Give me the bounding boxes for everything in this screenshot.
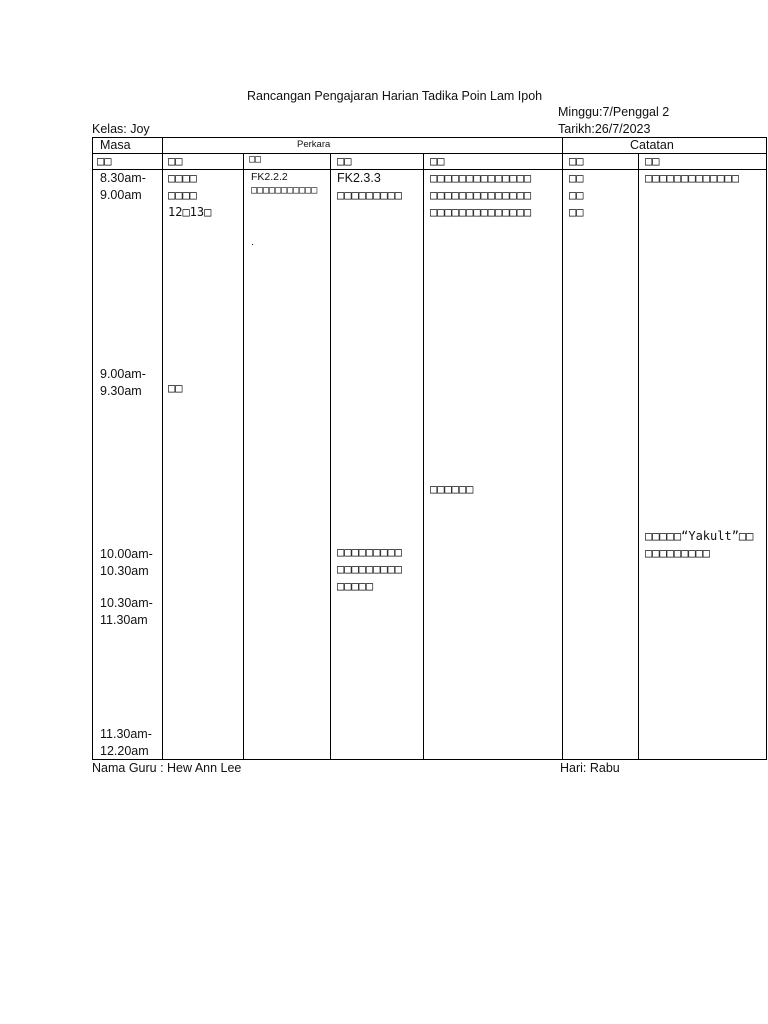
standard-text: □□□□□□□□□□□ — [251, 185, 318, 196]
cell-line: □□□□□□□□□ — [337, 545, 403, 559]
time-end: 10.30am — [100, 564, 149, 578]
table-border-left — [92, 137, 93, 760]
cell-line: □□□□ — [168, 188, 197, 202]
cell-line: □□□□□□□□□□□□□□ — [430, 171, 532, 185]
cell-line: □□ — [569, 188, 584, 202]
standard-code: FK2.2.2 — [251, 171, 288, 183]
activity-column-text — [168, 170, 211, 221]
table-header-divider — [92, 153, 766, 154]
cell-line: □□ — [569, 205, 584, 219]
objective-code: FK2.3.3 — [337, 171, 381, 185]
table-border-bottom — [92, 759, 766, 760]
notes-cell: □□□□□□□□□□□□□ — [645, 171, 739, 185]
document-title: Rancangan Pengajaran Harian Tadika Poin Lam Ipoh — [247, 89, 543, 103]
time-end: 12.20am — [100, 744, 149, 758]
header-perkara: Perkara — [297, 139, 331, 150]
col-divider-4 — [423, 153, 424, 760]
time-slot-4 — [100, 595, 153, 629]
cell-line: □□□□□ — [337, 579, 374, 593]
col-divider-5 — [562, 137, 563, 760]
header-masa: Masa — [100, 138, 131, 152]
cell-line: □□□□ — [168, 171, 197, 185]
time-start: 11.30am- — [100, 727, 152, 741]
subheader-1: □□ — [97, 154, 112, 168]
objective-lower — [337, 544, 402, 595]
cell-line: □□□□□□□□□□□□□□ — [430, 188, 532, 202]
subheader-5: □□ — [430, 154, 445, 168]
cell-line: □□□□□□□□□□□□□□ — [430, 205, 532, 219]
subheader-6: □□ — [569, 154, 584, 168]
col-divider-3 — [330, 153, 331, 760]
activity-detail-lower: □□□□□□ — [430, 482, 474, 496]
col-divider-6 — [638, 153, 639, 760]
cell-line: 12□13□ — [168, 205, 212, 219]
time-end: 11.30am — [100, 613, 148, 627]
materials-cell — [569, 170, 583, 221]
teacher-name: Nama Guru : Hew Ann Lee — [92, 761, 242, 775]
time-slot-3 — [100, 546, 153, 580]
time-start: 9.00am- — [100, 367, 146, 381]
col-divider-2 — [243, 153, 244, 760]
col-divider-1 — [162, 137, 163, 760]
time-start: 10.30am- — [100, 596, 153, 610]
cell-line: □□□□□□□□□ — [645, 546, 711, 560]
day-label: Hari: Rabu — [560, 761, 620, 775]
class-label: Kelas: Joy — [92, 122, 150, 136]
time-slot-5 — [100, 726, 152, 760]
time-end: 9.30am — [100, 384, 142, 398]
objective-code-cell — [337, 170, 402, 204]
time-start: 10.00am- — [100, 547, 153, 561]
activity-detail-cell — [430, 170, 531, 221]
table-border-right — [766, 137, 767, 760]
time-slot-2 — [100, 366, 146, 400]
cell-line: □□ — [569, 171, 584, 185]
subheader-4: □□ — [337, 154, 352, 168]
time-start: 8.30am- — [100, 171, 146, 185]
subheader-2: □□ — [168, 154, 183, 168]
cell-line: □□□□□□□□□ — [337, 562, 403, 576]
notes-yakult-line: □□□□□“Yakult”□□ — [645, 529, 754, 543]
time-slot-1 — [100, 170, 146, 204]
notes-lower-cell — [645, 528, 753, 562]
standard-code-cell — [251, 171, 317, 197]
subheader-3: □□ — [249, 154, 262, 165]
week-term: Minggu:7/Penggal 2 — [558, 105, 670, 119]
header-catatan: Catatan — [630, 138, 674, 152]
stray-dot: . — [251, 236, 254, 248]
objective-text: □□□□□□□□□ — [337, 188, 403, 202]
time-end: 9.00am — [100, 188, 142, 202]
date-label: Tarikh:26/7/2023 — [558, 122, 651, 136]
activity-column-lower: □□ — [168, 381, 183, 395]
subheader-7: □□ — [645, 154, 660, 168]
